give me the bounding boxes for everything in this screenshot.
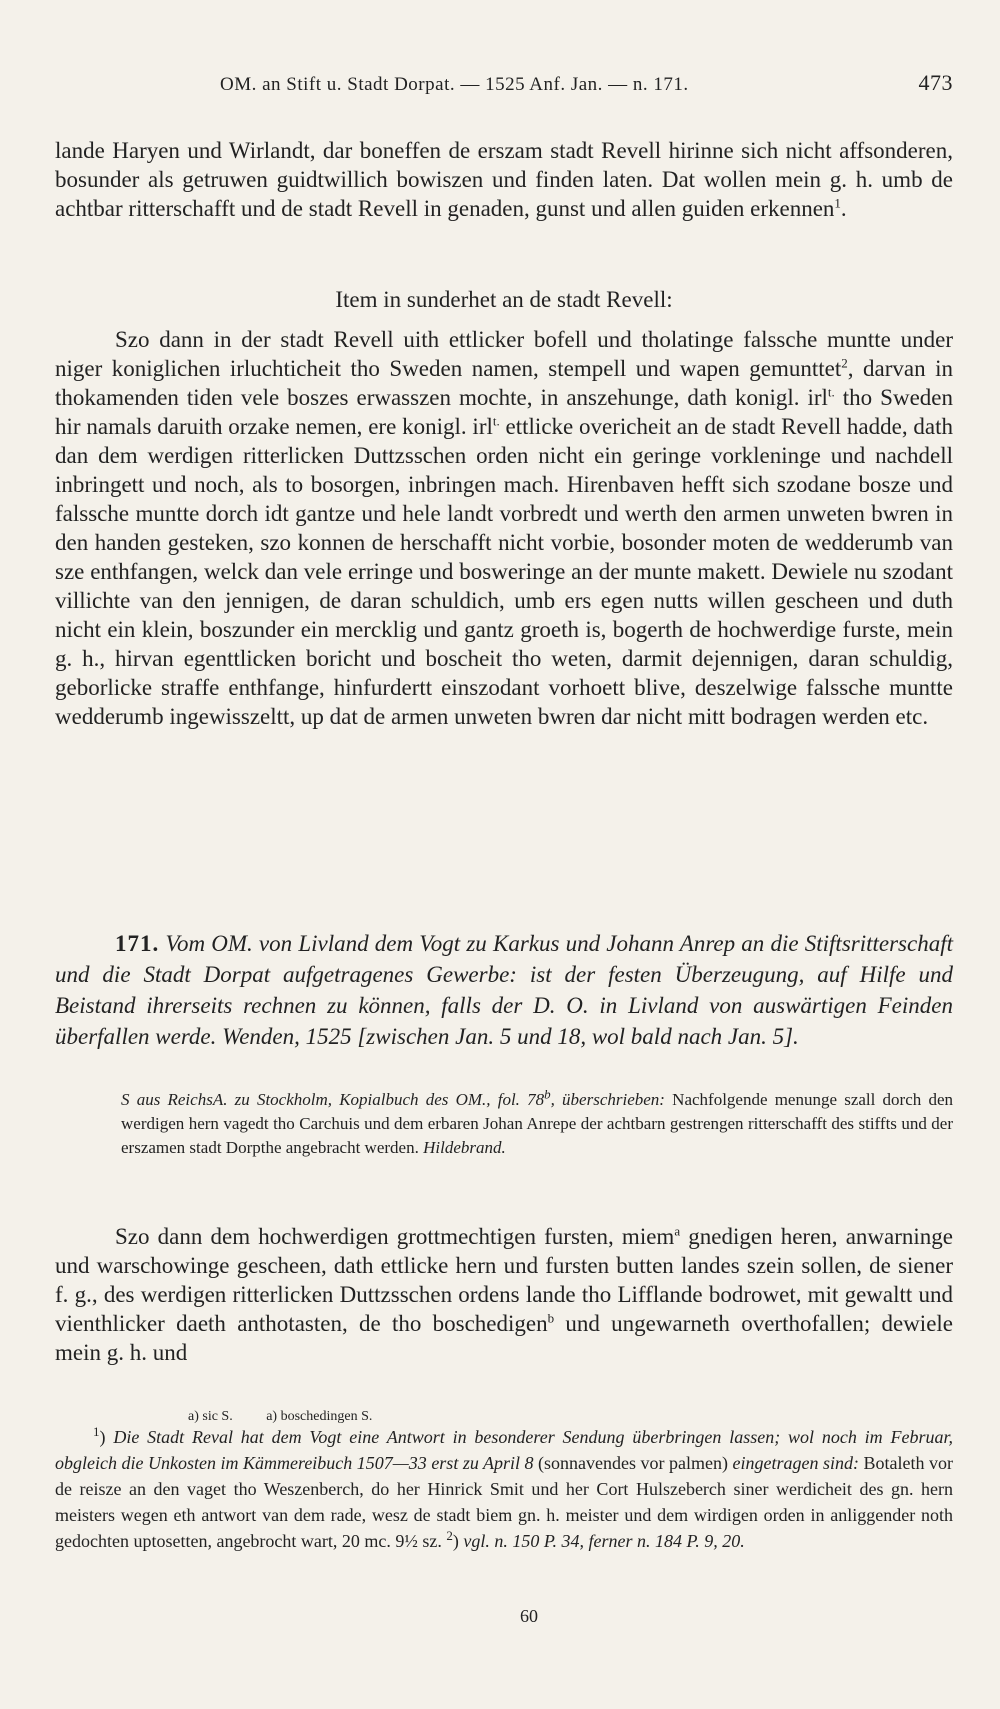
variant-a: a) sic S. — [188, 1409, 233, 1424]
footnotes: $^1$) Die Stadt Reval hat dem Vogt eine Antwort in besonderer Sendung überbringen lassen; wol noch im Februar, obgleich die Unkosten im Kämmereibuch 1507—33 erst zu April 8 (sonnavendes vor palmen) eingetragen sind: Botaleth vor de reisze an den vaget tho Weszenberch, do her Hinrick Smit und her Cort Hulszeberch siner werdicheit des gn. hern meisters wegen eth antwort van dem rade, wesz de stadt biem gn. h. meister und dem wirdigen orden in anliggender noth gedochten uptosetten, angebrocht wart, 20 mc. 9½ sz. $^2$) vgl. n. 150 P. 34, ferner n. 184 P. 9, 20. — [55, 1424, 953, 1551]
footnote-mark-2: 2 — [446, 1528, 453, 1543]
editor-name: Hildebrand. — [423, 1138, 506, 1157]
variant-b: a) boschedingen S. — [266, 1409, 373, 1424]
document-heading-171 — [55, 928, 953, 1052]
item-heading: Item in sunderhet an de stadt Revell: — [335, 287, 673, 312]
variant-notes — [188, 1409, 402, 1425]
paragraph-revell: Szo dann in der stadt Revell uith ettlicker bofell und tholatinge falssche muntte under niger koniglichen irluchticheit tho Sweden namen, stempell und wapen gemunttet$^2$, darvan in thokamenden tiden vele boszes erwasszen mochte, in anszehunge, dath konigl. irl$^{t.}$ tho Sweden hir namals daruith orzake nemen, ere konigl. irl$^{t.}$ ettlicke overicheit an de stadt Revell hadde, dath dan dem werdigen ritterlicken Duttzsschen orden nicht ein geringe vorkleninge und nachdell inbringett und noch, als to bosorgen, inbringen mach. Hirenbaven hefft sich szodane bosze und falssche muntte dorch idt gantze und hele landt vorbredt und werth den armen unweten bwren in den handen gesteken, szo konnen de herschafft nicht vorbie, bosonder moten de wedderumb van sze enthfangen, welck dan vele erringe und bosweringe an der munte makett. Dewiele nu szodant villichte van den jennigen, de daran schuldich, umb ers egen nutts willen gescheen und duth nicht ein klein, boszunder ein mercklig und gantz groeth is, bogerth de hochwerdige furste, mein g. h., hirvan egenttlicken boricht und boscheit tho weten, darmit dejennigen, daran schuldig, geborlicke straffe enthfange, hinfurdertt einszodant vorhoett blive, deszelwige falssche muntte wedderumb ingewisszeltt, up dat de armen unweten bwren dar nicht mitt bodragen werden etc. — [55, 327, 954, 729]
page-number: 473 — [918, 70, 953, 95]
footnote-mark-1: 1 — [93, 1424, 100, 1439]
footnote-ref-2: 2 — [841, 355, 848, 371]
footnote-ref-1: 1 — [834, 195, 841, 211]
document-title: Vom OM. von Livland dem Vogt zu Karkus und Johann Anrep an die Stiftsritterschaft und die Stadt Dorpat aufgetragenes Gewerbe: ist der festen Überzeugung, auf Hilfe und Beistand ihrerseits rechnen zu können, falls der D. O. in Livland von auswärtigen Feinden überfallen werde. Wenden, 1525 [zwischen Jan. 5 und 18, wol bald nach Jan. 5]. — [55, 931, 953, 1049]
printer-signature: 60 — [520, 1606, 538, 1626]
document-number: 171. — [115, 931, 160, 956]
running-title: OM. an Stift u. Stadt Dorpat. — 1525 Anf. Jan. — n. 171. — [220, 74, 689, 95]
source-note: S aus ReichsA. zu Stockholm, Kopialbuch des OM., fol. 78$^b$, überschrieben: Nachfolgende menunge szall dorch den werdigen hern vagedt tho Carchuis und dem erbaren Johan Anrepe der achtbarn gestrengen ritterschafft des stiffts und der erszamen stadt Dorpthe angebracht werden. Hildebrand. — [121, 1086, 953, 1157]
paragraph-doc171: Szo dann dem hochwerdigen grottmechtigen fursten, miem$^a$ gnedigen heren, anwarninge und warschowinge gescheen, dath ettlicke hern und fursten butten landes szein sollen, de siener f. g., des werdigen ritterlicken Duttzsschen ordens lande tho Lifflande bodrowet, mit gewaltt und vienthlicker daeth anthotasten, de tho boschedigen$^b$ und ungewarneth overthofallen; dewiele mein g. h. und — [55, 1223, 954, 1365]
paragraph-continuation: lande Haryen und Wirlandt, dar boneffen de erszam stadt Revell hirinne sich nicht affsonderen, bosunder als getruwen guidtwillich bowiszen und finden laten. Dat wollen mein g. h. umb de achtbar ritterschafft und de stadt Revell in genaden, gunst und allen guiden erkennen$^1$. — [55, 138, 953, 221]
running-header — [55, 70, 953, 100]
